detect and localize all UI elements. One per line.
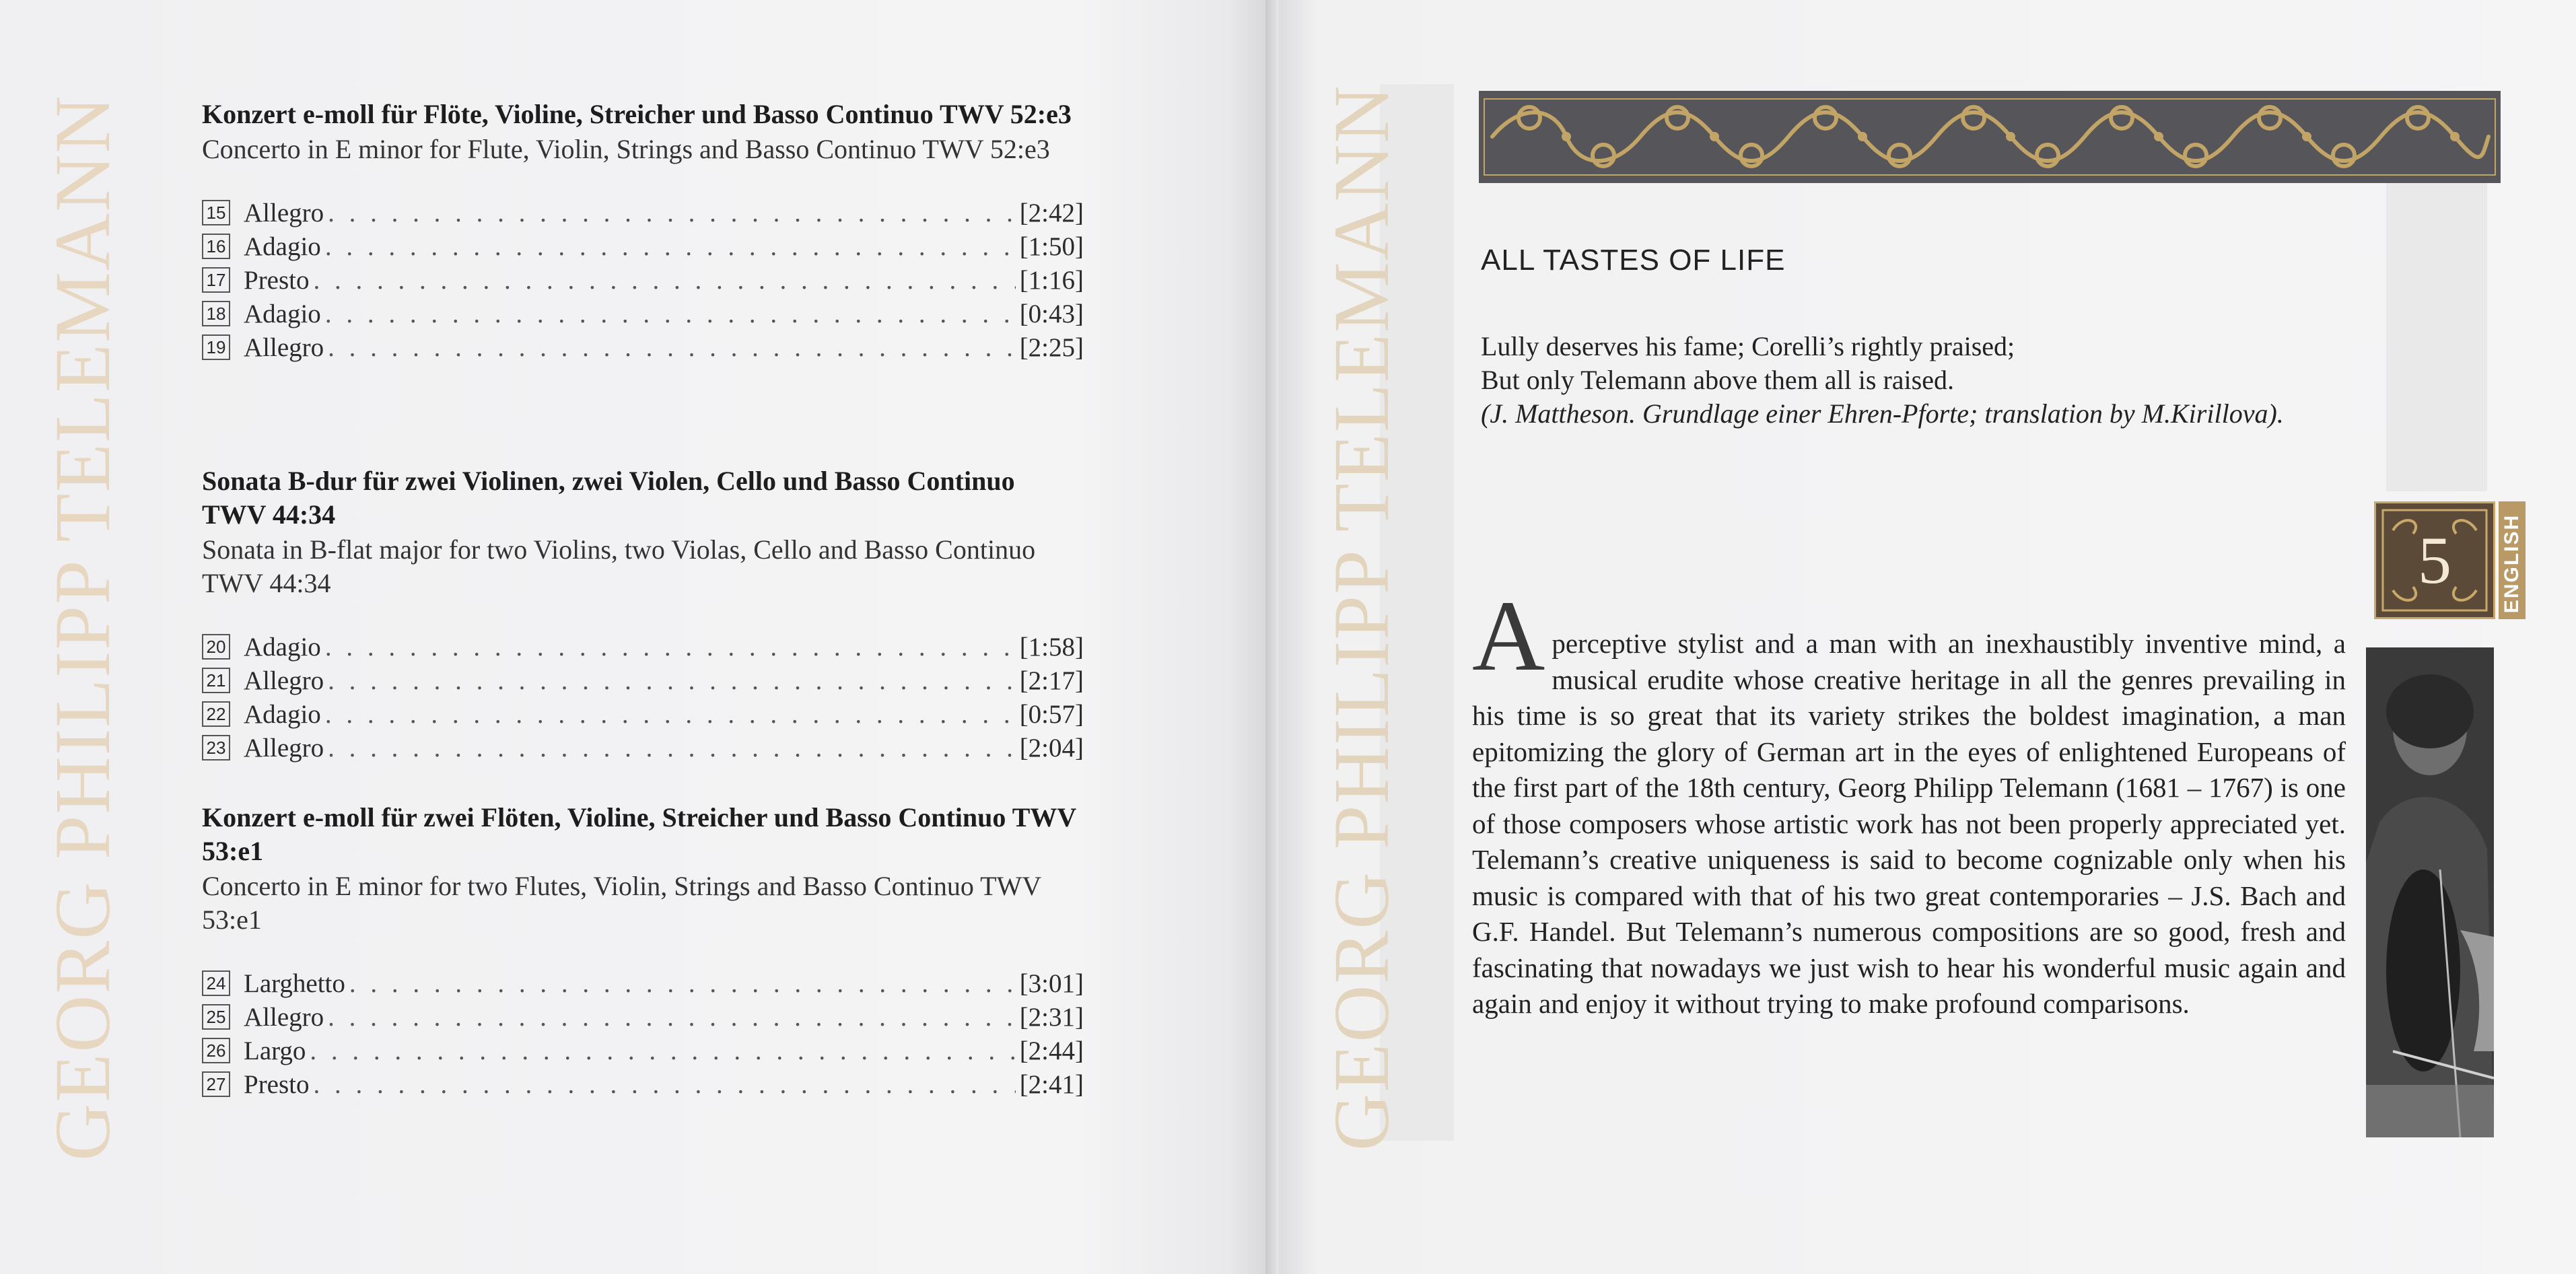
track-time: [2:17]: [1019, 666, 1084, 695]
language-label: ENGLISH: [2501, 514, 2523, 614]
dot-leader: [325, 297, 1016, 331]
track-number-box: 17: [202, 267, 230, 293]
track-time: [2:41]: [1019, 1070, 1084, 1099]
essay-paragraph: perceptive stylist and a man with an inexhaustibly inventive mind, a musical erudite whose creative heritage in all the genres prevailing in his time is so great that its variety strikes the boldest imagination, a man epitomizing the glory of German art in the eyes of enlightened Europeans of the first part of the 18th century, Georg Philipp Telemann (1681 – 1767) is one of those composers whose artistic work has not been properly appreciated yet. Telemann’s creative uniqueness is said to become cognizable only when his music is compared with that of his two great contemporaries – J.S. Bach and G.F. Handel. But Telemann’s numerous compositions are so good, fresh and fascinating that nowadays we just wish to hear his wonderful music again and again and enjoy it without trying to make profound comparisons.: [1472, 628, 2346, 1019]
essay-title: ALL TASTES OF LIFE: [1481, 244, 1786, 277]
section-title: Konzert e-moll für zwei Flöten, Violine, Streicher und Basso Continuo TWV 53:e1: [202, 802, 1076, 866]
section-subtitle: Concerto in E minor for Flute, Violin, Strings and Basso Continuo TWV 52:e3: [202, 134, 1050, 164]
track-time: [1:50]: [1019, 232, 1084, 261]
musician-image-icon: [2366, 647, 2494, 1137]
section-subtitle: Concerto in E minor for two Flutes, Violin, Strings and Basso Continuo TWV 53:e1: [202, 871, 1041, 935]
track-number-box: 19: [202, 334, 230, 360]
track-row: [202, 732, 1084, 765]
epigraph: [1481, 330, 2491, 431]
track-list: [202, 631, 1084, 765]
dot-leader: [325, 631, 1016, 664]
track-name: Allegro: [244, 734, 324, 763]
dot-leader: [314, 1068, 1016, 1102]
track-name: Largo: [244, 1036, 306, 1065]
track-number-box: 16: [202, 234, 230, 259]
track-number-box: 26: [202, 1038, 230, 1063]
track-time: [2:44]: [1019, 1036, 1084, 1065]
track-name: Allegro: [244, 1003, 324, 1032]
track-name: Larghetto: [244, 969, 345, 998]
track-number-box: 27: [202, 1071, 230, 1097]
track-row: [202, 631, 1084, 664]
track-name: Adagio: [244, 633, 321, 662]
page-number: 5: [2418, 523, 2451, 598]
cellist-photo: [2366, 647, 2494, 1137]
track-time: [1:58]: [1019, 633, 1084, 662]
scroll-ornament-icon: [1479, 91, 2501, 183]
track-list: [202, 197, 1084, 365]
track-name: Adagio: [244, 299, 321, 328]
dot-leader: [328, 664, 1016, 698]
ornament-banner: [1479, 91, 2501, 183]
section-concerto-52e3: [202, 98, 1084, 365]
track-number-box: 25: [202, 1004, 230, 1030]
dot-leader: [310, 1034, 1015, 1068]
dot-leader: [328, 732, 1016, 765]
track-name: Adagio: [244, 700, 321, 729]
track-name: Allegro: [244, 333, 324, 362]
track-number-box: 20: [202, 634, 230, 660]
track-time: [1:16]: [1019, 266, 1084, 295]
track-time: [2:31]: [1019, 1003, 1084, 1032]
epigraph-attribution: (J. Mattheson. Grundlage einer Ehren-Pforte; translation by M.Kirillova).: [1481, 398, 2284, 429]
track-name: Adagio: [244, 232, 321, 261]
track-row: [202, 230, 1084, 264]
track-number-box: 15: [202, 200, 230, 225]
track-number-box: 18: [202, 301, 230, 326]
track-number-box: 24: [202, 970, 230, 996]
dot-leader: [328, 197, 1016, 230]
dot-leader: [328, 1001, 1016, 1034]
track-time: [2:42]: [1019, 199, 1084, 227]
track-name: Presto: [244, 266, 310, 295]
track-row: [202, 664, 1084, 698]
track-row: [202, 331, 1084, 365]
track-time: [2:04]: [1019, 734, 1084, 763]
track-name: Presto: [244, 1070, 310, 1099]
dot-leader: [349, 967, 1016, 1001]
track-name: Allegro: [244, 199, 324, 227]
essay-body: [1472, 580, 2346, 1022]
dot-leader: [328, 331, 1016, 365]
track-row: [202, 1001, 1084, 1034]
track-name: Allegro: [244, 666, 324, 695]
left-vertical-title: GEORG PHILIPP TELEMANN: [38, 94, 127, 1161]
section-sonata-44-34: [202, 464, 1084, 765]
track-row: [202, 1034, 1084, 1068]
track-time: [0:43]: [1019, 299, 1084, 328]
track-row: [202, 264, 1084, 297]
track-row: [202, 297, 1084, 331]
dot-leader: [314, 264, 1016, 297]
track-time: [0:57]: [1019, 700, 1084, 729]
track-list: [202, 967, 1084, 1102]
epigraph-line: But only Telemann above them all is raised.: [1481, 365, 1954, 395]
book-gutter: [1265, 0, 1279, 1274]
epigraph-line: Lully deserves his fame; Corelli’s rightly praised;: [1481, 331, 2015, 361]
section-title: Konzert e-moll für Flöte, Violine, Streicher und Basso Continuo TWV 52:e3: [202, 99, 1072, 129]
track-time: [2:25]: [1019, 333, 1084, 362]
track-time: [3:01]: [1019, 969, 1084, 998]
drop-cap: A: [1472, 580, 1545, 692]
right-vertical-title: GEORG PHILIPP TELEMANN: [1317, 84, 1405, 1151]
dot-leader: [325, 230, 1016, 264]
dot-leader: [325, 698, 1016, 732]
page-number-badge: [2374, 501, 2495, 619]
track-row: [202, 967, 1084, 1001]
section-concerto-53e1: [202, 801, 1084, 1102]
track-row: [202, 698, 1084, 732]
track-number-box: 22: [202, 701, 230, 727]
track-row: [202, 197, 1084, 230]
section-title: Sonata B-dur für zwei Violinen, zwei Violen, Cello und Basso Continuo TWV 44:34: [202, 466, 1015, 530]
track-number-box: 21: [202, 668, 230, 693]
track-row: [202, 1068, 1084, 1102]
section-subtitle: Sonata in B-flat major for two Violins, two Violas, Cello and Basso Continuo TWV 44:34: [202, 534, 1036, 598]
track-number-box: 23: [202, 735, 230, 760]
